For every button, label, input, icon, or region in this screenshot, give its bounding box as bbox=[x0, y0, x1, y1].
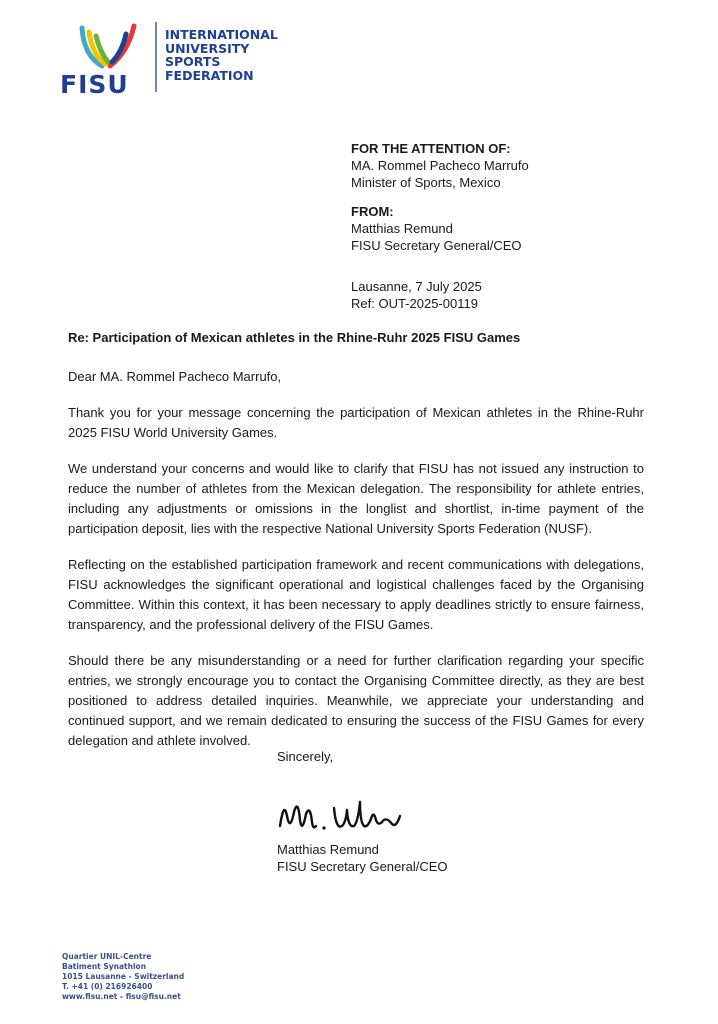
body-paragraph: Should there be any misunderstanding or a need for further clarification regarding your specific entries, we strongly encourage you to contact the Organising Committee directly, as they are best positioned to address detailed inquiries. Meanwhile, we appreciate your understanding and continued support, and we remain dedicated to ensuring the success of the FISU Games for every delegation and athlete involved. bbox=[68, 653, 644, 748]
logo-wordmark: FISU bbox=[60, 70, 129, 99]
fisu-emblem-icon bbox=[72, 22, 142, 70]
org-line: UNIVERSITY bbox=[165, 40, 250, 56]
footer-contact-link[interactable]: www.fisu.net - fisu@fisu.net bbox=[62, 992, 181, 1001]
closing: Sincerely, bbox=[277, 749, 334, 764]
footer-line: Batiment Synathlon bbox=[62, 962, 147, 971]
salutation: Dear MA. Rommel Pacheco Marrufo, bbox=[68, 369, 282, 384]
org-line: SPORTS bbox=[165, 54, 221, 69]
footer-line: Quartier UNIL-Centre bbox=[62, 952, 152, 961]
footer-line: 1015 Lausanne - Switzerland bbox=[62, 972, 185, 981]
attention-label: FOR THE ATTENTION OF: bbox=[351, 141, 511, 156]
signer-block bbox=[277, 841, 448, 875]
sender-title: FISU Secretary General/CEO bbox=[351, 238, 522, 253]
body-paragraph: Reflecting on the established participation framework and recent communications with delegations, FISU acknowledges the significant operational and logistical challenges faced by the Organising Committee. Within this context, it has been necessary to apply deadlines strictly to ensure fairness, transparency, and the professional delivery of the FISU Games. bbox=[68, 557, 644, 632]
sender-name: Matthias Remund bbox=[351, 221, 453, 236]
logo-divider bbox=[155, 22, 157, 92]
org-line: FEDERATION bbox=[165, 67, 254, 83]
body-paragraph: We understand your concerns and would like to clarify that FISU has not issued any instruction to reduce the number of athletes from the Mexican delegation. The responsibility for athlete entries, including any adjustments or omissions in the longlist and shortlist, in-time payment of the participation deposit, lies with the respective National University Sports Federation (NUSF). bbox=[68, 461, 644, 536]
letter-subject: Re: Participation of Mexican athletes in the Rhine-Ruhr 2025 FISU Games bbox=[68, 330, 521, 345]
handwritten-signature bbox=[274, 786, 414, 840]
address-block bbox=[351, 140, 529, 312]
body-paragraph: Thank you for your message concerning the participation of Mexican athletes in the Rhine-Ruhr 2025 FISU World University Games. bbox=[68, 405, 644, 440]
signer-name: Matthias Remund bbox=[277, 842, 379, 857]
place-date: Lausanne, 7 July 2025 bbox=[351, 279, 482, 294]
org-line: INTERNATIONAL bbox=[165, 27, 278, 42]
letter-body bbox=[68, 367, 644, 767]
organization-name bbox=[165, 28, 278, 82]
fisu-logo bbox=[58, 22, 154, 99]
reference-number: Ref: OUT-2025-00119 bbox=[351, 296, 478, 311]
recipient-title: Minister of Sports, Mexico bbox=[351, 175, 501, 190]
footer-line: T. +41 (0) 216926400 bbox=[62, 982, 153, 991]
footer-address bbox=[62, 952, 184, 1002]
from-label: FROM: bbox=[351, 204, 394, 219]
signer-title: FISU Secretary General/CEO bbox=[277, 859, 448, 874]
recipient-name: MA. Rommel Pacheco Marrufo bbox=[351, 158, 529, 173]
